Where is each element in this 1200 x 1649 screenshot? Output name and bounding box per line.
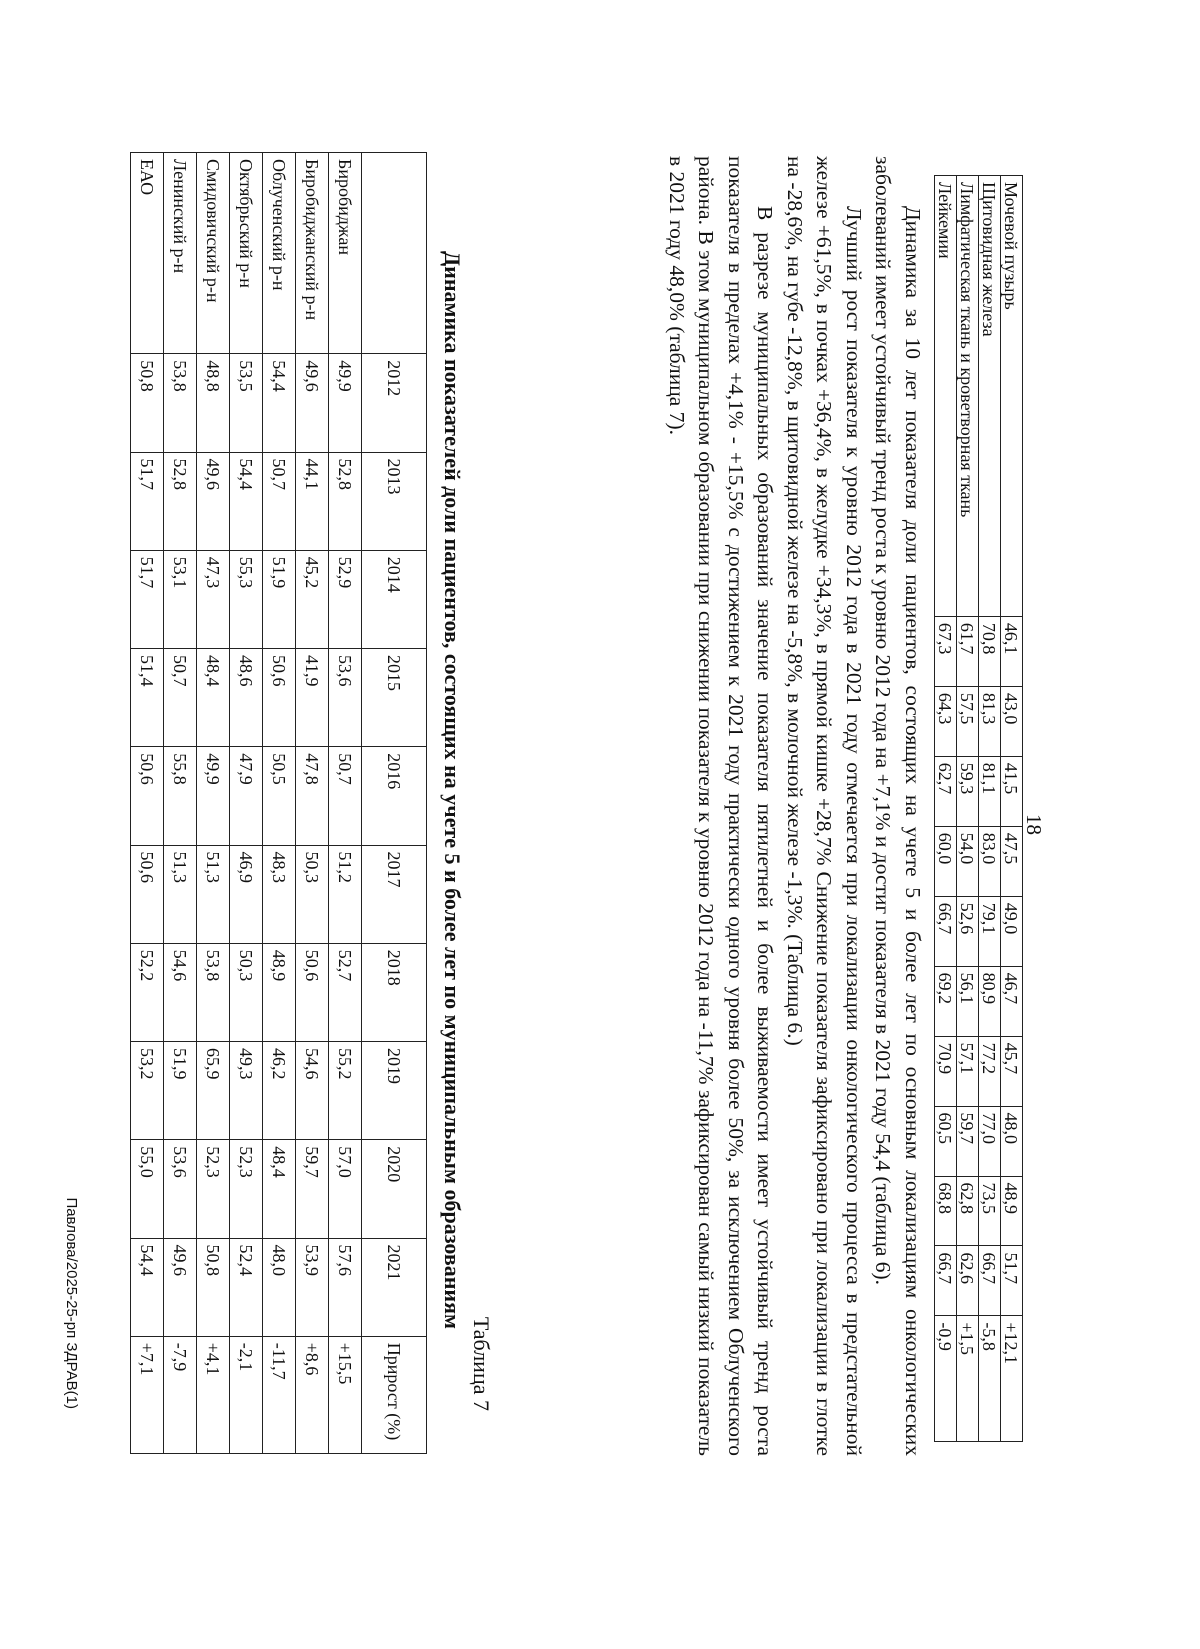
table-cell: 64,3 <box>935 686 957 756</box>
table-cell: 53,9 <box>296 1238 329 1336</box>
paragraph: В разрезе муниципальных образований значение показателя пятилетней и более выживаемости имеет устойчивый тренд роста показателя в пределах +4,1% - +15,5% с достижением к 2021 году практически одного уровня более 50%, за исключением Облученского района. В этом муниципальном образовании при снижении показателя к уровню 2012 года на -11,7% зафиксирован самый низкий показатель в 2021 году 48,0% (таблица 7). <box>665 156 778 1456</box>
table-cell: 48,8 <box>197 354 230 452</box>
table-cell: 48,9 <box>263 943 296 1041</box>
table-cell: 48,0 <box>263 1238 296 1336</box>
table-cell: 50,6 <box>131 845 164 943</box>
table-cell: 57,5 <box>957 686 979 756</box>
table-cell: 53,2 <box>131 1042 164 1140</box>
row-label: Щитовидная железа <box>979 176 1001 617</box>
table-cell: 47,8 <box>296 747 329 845</box>
header-cell-year: 2019 <box>362 1042 427 1140</box>
table-cell: 48,4 <box>197 649 230 747</box>
table-cell: 54,4 <box>131 1238 164 1336</box>
table-cell: 81,1 <box>979 756 1001 826</box>
growth-cell: +8,6 <box>296 1336 329 1453</box>
table-cell: 70,8 <box>979 616 1001 686</box>
growth-cell: -5,8 <box>979 1316 1001 1442</box>
table-cell: 51,9 <box>263 550 296 648</box>
header-cell-year: 2021 <box>362 1238 427 1336</box>
table-cell: 51,7 <box>1001 1246 1023 1316</box>
header-cell-year: 2015 <box>362 649 427 747</box>
table-cell: 52,2 <box>131 943 164 1041</box>
row-label: Ленинский р-н <box>164 153 197 354</box>
header-cell-year: 2016 <box>362 747 427 845</box>
table-cell: 47,5 <box>1001 826 1023 896</box>
table-cell: 55,8 <box>164 747 197 845</box>
table-cell: 57,0 <box>329 1140 362 1238</box>
table-cell: 41,5 <box>1001 756 1023 826</box>
header-cell-year: 2014 <box>362 550 427 648</box>
table-cell: 52,8 <box>329 452 362 550</box>
table-cell: 53,5 <box>230 354 263 452</box>
table-cell: 60,5 <box>935 1106 957 1176</box>
table-cell: 54,4 <box>230 452 263 550</box>
table-cell: 52,7 <box>329 943 362 1041</box>
table-cell: 51,3 <box>197 845 230 943</box>
table-cell: 48,0 <box>1001 1106 1023 1176</box>
table-row <box>263 153 296 1454</box>
table-cell: 54,6 <box>164 943 197 1041</box>
header-cell-year: 2012 <box>362 354 427 452</box>
growth-cell: -7,9 <box>164 1336 197 1453</box>
table-cell: 51,2 <box>329 845 362 943</box>
body-text <box>662 156 928 1456</box>
table-cell: 55,0 <box>131 1140 164 1238</box>
table-row <box>1001 176 1023 1442</box>
table-cell: 60,0 <box>935 826 957 896</box>
table-cell: 66,7 <box>979 1246 1001 1316</box>
table-cell: 50,8 <box>131 354 164 452</box>
paragraph: Динамика за 10 лет показателя доли пациентов, состоящих на учете 5 и более лет по основным локализациям онкологических заболеваний имеет устойчивый тренд роста к уровню 2012 года на +7,1% и достиг показателя в 2021 году 54,4 (таблица 6). <box>871 156 925 1456</box>
header-cell-year: 2020 <box>362 1140 427 1238</box>
table-cell: 66,7 <box>935 1246 957 1316</box>
header-cell-year: 2018 <box>362 943 427 1041</box>
table-cell: 53,8 <box>164 354 197 452</box>
table-cell: 48,6 <box>230 649 263 747</box>
table-cell: 62,6 <box>957 1246 979 1316</box>
row-label: Мочевой пузырь <box>1001 176 1023 617</box>
table-cell: 43,0 <box>1001 686 1023 756</box>
table-cell: 51,3 <box>164 845 197 943</box>
table-cell: 53,6 <box>329 649 362 747</box>
table-cell: 54,0 <box>957 826 979 896</box>
table-cell: 45,7 <box>1001 1036 1023 1106</box>
table-cell: 50,6 <box>131 747 164 845</box>
table-row <box>131 153 164 1454</box>
growth-cell: +15,5 <box>329 1336 362 1453</box>
table-row <box>329 153 362 1454</box>
table-cell: 46,1 <box>1001 616 1023 686</box>
table-cell: 53,1 <box>164 550 197 648</box>
table-cell: 50,3 <box>230 943 263 1041</box>
table-cell: 48,3 <box>263 845 296 943</box>
table-row <box>296 153 329 1454</box>
table-cell: 46,2 <box>263 1042 296 1140</box>
table-cell: 68,8 <box>935 1176 957 1246</box>
table-cell: 56,1 <box>957 966 979 1036</box>
municipal-table-body <box>131 153 362 1454</box>
table-row <box>164 153 197 1454</box>
table-row <box>230 153 263 1454</box>
localization-table <box>934 175 1023 1442</box>
table-cell: 54,4 <box>263 354 296 452</box>
municipal-table <box>130 152 427 1454</box>
growth-cell: +1,5 <box>957 1316 979 1442</box>
row-label: ЕАО <box>131 153 164 354</box>
table-cell: 51,9 <box>164 1042 197 1140</box>
table-cell: 50,6 <box>296 943 329 1041</box>
table-cell: 62,7 <box>935 756 957 826</box>
row-label: Смидовичский р-н <box>197 153 230 354</box>
table-cell: 50,8 <box>197 1238 230 1336</box>
growth-cell: +12,1 <box>1001 1316 1023 1442</box>
growth-cell: -2,1 <box>230 1336 263 1453</box>
table-row <box>957 176 979 1442</box>
growth-cell: +4,1 <box>197 1336 230 1453</box>
table-cell: 70,9 <box>935 1036 957 1106</box>
header-cell-label <box>362 153 427 354</box>
table-cell: 65,9 <box>197 1042 230 1140</box>
table-cell: 80,9 <box>979 966 1001 1036</box>
row-label: Биробиджанский р-н <box>296 153 329 354</box>
table-cell: 54,6 <box>296 1042 329 1140</box>
header-cell-year: 2017 <box>362 845 427 943</box>
localization-table-body <box>935 176 1023 1442</box>
paragraph: Лучший рост показателя к уровню 2012 года в 2021 году отмечается при локализации онкологического процесса в предстательной железе +61,5%, в почках +36,4%, в желудке +34,3%, в прямой кишке +28,7% Снижение показателя зафиксировано при локализации в глотке на -28,6%, на губе -12,8%, в щитовидной железе на -5,8%, в молочной железе -1,3%. (Таблица 6.) <box>783 156 866 1456</box>
table-cell: 53,8 <box>197 943 230 1041</box>
table-cell: 50,6 <box>263 649 296 747</box>
table-cell: 62,8 <box>957 1176 979 1246</box>
row-label: Биробиджан <box>329 153 362 354</box>
growth-cell: -11,7 <box>263 1336 296 1453</box>
table-title: Динамика показателей доли пациентов, состоящих на учете 5 и более лет по муниципальным образованиям <box>440 251 465 1329</box>
row-label: Лимфатическая ткань и кроветворная ткань <box>957 176 979 617</box>
row-label: Лейкемии <box>935 176 957 617</box>
table-header-row <box>362 153 427 1454</box>
row-label: Облученский р-н <box>263 153 296 354</box>
table-cell: 49,9 <box>197 747 230 845</box>
table-cell: 51,4 <box>131 649 164 747</box>
table-cell: 53,6 <box>164 1140 197 1238</box>
table-cell: 79,1 <box>979 896 1001 966</box>
header-cell-year: 2013 <box>362 452 427 550</box>
table-cell: 61,7 <box>957 616 979 686</box>
table-cell: 57,6 <box>329 1238 362 1336</box>
table-cell: 50,5 <box>263 747 296 845</box>
table-cell: 73,5 <box>979 1176 1001 1246</box>
table-row <box>197 153 230 1454</box>
table-cell: 49,3 <box>230 1042 263 1140</box>
table-cell: 59,3 <box>957 756 979 826</box>
table-cell: 52,6 <box>957 896 979 966</box>
table-cell: 41,9 <box>296 649 329 747</box>
table-cell: 51,7 <box>131 452 164 550</box>
table-cell: 52,9 <box>329 550 362 648</box>
footer-note: Павлова/2025-25-рп ЗДРАВ(1) <box>63 1197 80 1409</box>
table-cell: 57,1 <box>957 1036 979 1106</box>
table-cell: 66,7 <box>935 896 957 966</box>
header-cell-growth: Прирост (%) <box>362 1336 427 1453</box>
table-cell: 81,3 <box>979 686 1001 756</box>
table-cell: 48,9 <box>1001 1176 1023 1246</box>
table-cell: 69,2 <box>935 966 957 1036</box>
table-cell: 77,2 <box>979 1036 1001 1106</box>
table-cell: 50,3 <box>296 845 329 943</box>
table-caption: Таблица 7 <box>469 1316 494 1411</box>
table-cell: 48,4 <box>263 1140 296 1238</box>
row-label: Октябрьский р-н <box>230 153 263 354</box>
table-cell: 45,2 <box>296 550 329 648</box>
table-cell: 44,1 <box>296 452 329 550</box>
table-cell: 55,3 <box>230 550 263 648</box>
growth-cell: +7,1 <box>131 1336 164 1453</box>
table-cell: 46,9 <box>230 845 263 943</box>
table-cell: 59,7 <box>957 1106 979 1176</box>
table-row <box>935 176 957 1442</box>
table-cell: 83,0 <box>979 826 1001 896</box>
page-number: 18 <box>1022 814 1046 835</box>
table-cell: 50,7 <box>329 747 362 845</box>
table-cell: 49,6 <box>296 354 329 452</box>
table-cell: 51,7 <box>131 550 164 648</box>
table-row <box>979 176 1001 1442</box>
municipal-table-head <box>362 153 427 1454</box>
table-cell: 50,7 <box>164 649 197 747</box>
table-cell: 52,4 <box>230 1238 263 1336</box>
table-cell: 49,6 <box>164 1238 197 1336</box>
growth-cell: -0,9 <box>935 1316 957 1442</box>
table-cell: 52,8 <box>164 452 197 550</box>
table-cell: 67,3 <box>935 616 957 686</box>
table-cell: 52,3 <box>197 1140 230 1238</box>
table-cell: 59,7 <box>296 1140 329 1238</box>
table-cell: 47,9 <box>230 747 263 845</box>
table-cell: 77,0 <box>979 1106 1001 1176</box>
table-cell: 49,0 <box>1001 896 1023 966</box>
table-cell: 46,7 <box>1001 966 1023 1036</box>
table-cell: 50,7 <box>263 452 296 550</box>
table-cell: 47,3 <box>197 550 230 648</box>
table-cell: 49,6 <box>197 452 230 550</box>
table-cell: 52,3 <box>230 1140 263 1238</box>
table-cell: 49,9 <box>329 354 362 452</box>
table-cell: 55,2 <box>329 1042 362 1140</box>
